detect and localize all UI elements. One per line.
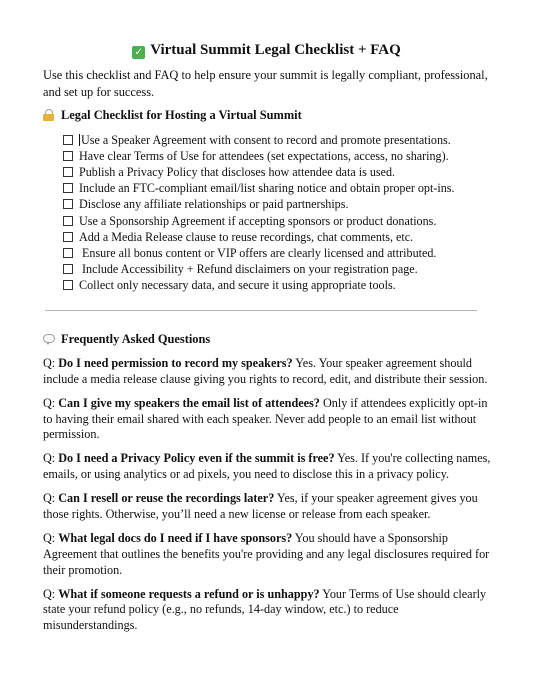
- checklist-item[interactable]: [63, 148, 455, 164]
- checklist-heading: [43, 107, 302, 123]
- checkbox[interactable]: [63, 248, 73, 258]
- q-prefix: Q:: [43, 530, 59, 545]
- checklist-heading-text: Legal Checklist for Hosting a Virtual Summit: [61, 108, 302, 122]
- faq-question: Can I give my speakers the email list of attendees?: [58, 395, 320, 410]
- checklist-item-label: Add a Media Release clause to reuse recordings, chat comments, etc.: [79, 229, 414, 244]
- checkbox[interactable]: [63, 280, 73, 290]
- q-prefix: Q:: [43, 586, 59, 601]
- checkbox[interactable]: [63, 151, 73, 161]
- checklist-item[interactable]: [63, 245, 455, 261]
- checklist-item-label: Include Accessibility + Refund disclaimers on your registration page.: [79, 261, 418, 276]
- lock-icon: [43, 109, 55, 121]
- q-prefix: Q:: [43, 491, 59, 506]
- checklist-item-label: Include an FTC-compliant email/list sharing notice and obtain proper opt-ins.: [79, 181, 455, 196]
- checklist-item[interactable]: [63, 229, 455, 245]
- checkbox[interactable]: [63, 264, 73, 274]
- checklist-item[interactable]: [63, 277, 455, 293]
- faq-answer: Yes, if your speaker agreement gives you those rights. Otherwise, you’ll need a new license or release from each speaker.: [43, 491, 478, 521]
- intro-paragraph: Use this checklist and FAQ to help ensure your summit is legally compliant, professional, and set up for success.: [43, 68, 488, 99]
- faq-answer: You should have a Sponsorship Agreement that outlines the benefits you're providing and any legal disclosures required for their promotion.: [43, 530, 490, 577]
- checklist-item-label: Publish a Privacy Policy that discloses how attendee data is used.: [79, 165, 396, 180]
- checklist-item[interactable]: [63, 132, 455, 148]
- checklist-item-label: Collect only necessary data, and secure it using appropriate tools.: [79, 277, 396, 292]
- faq-item: [43, 396, 493, 443]
- checklist-item-label: Use a Speaker Agreement with consent to record and promote presentations.: [81, 133, 451, 148]
- faq-question: What if someone requests a refund or is unhappy?: [58, 586, 320, 601]
- q-prefix: Q:: [43, 451, 59, 466]
- checkbox[interactable]: [63, 183, 73, 193]
- faq-item: [43, 531, 493, 578]
- faq-item: [43, 587, 493, 634]
- faq-heading-text: Frequently Asked Questions: [61, 332, 211, 346]
- text-cursor: [79, 134, 80, 146]
- faq-answer: Your Terms of Use should clearly state your refund policy (e.g., no refunds, 14-day window, etc.) to reduce misunderstandings.: [43, 586, 487, 633]
- checklist-item[interactable]: [63, 196, 455, 212]
- document-title: [0, 40, 533, 60]
- checklist-item[interactable]: [63, 212, 455, 228]
- faq-question: What legal docs do I need if I have sponsors?: [58, 530, 293, 545]
- faq-question: Do I need a Privacy Policy even if the summit is free?: [58, 451, 335, 466]
- faq-item: [43, 451, 493, 483]
- checklist-item[interactable]: [63, 261, 455, 277]
- faq-item: [43, 356, 493, 388]
- q-prefix: Q:: [43, 356, 59, 370]
- faq-item: [43, 491, 493, 523]
- legal-checklist: [63, 132, 455, 293]
- checklist-item-label: Use a Sponsorship Agreement if accepting sponsors or product donations.: [79, 213, 437, 228]
- faq-list: [43, 356, 493, 642]
- checkbox[interactable]: [63, 199, 73, 209]
- faq-answer: Yes. Your speaker agreement should include a media release clause giving you rights to record, edit, and distribute their session.: [43, 356, 488, 386]
- faq-question: Can I resell or reuse the recordings later?: [58, 491, 275, 506]
- q-prefix: Q:: [43, 395, 59, 410]
- checklist-item[interactable]: [63, 164, 455, 180]
- faq-answer: Only if attendees explicitly opt-in to having their email shared with each speaker. Never add people to an email list without permission.: [43, 395, 488, 442]
- checklist-item-label: Ensure all bonus content or VIP offers are clearly licensed and attributed.: [79, 245, 437, 260]
- checkbox[interactable]: [63, 232, 73, 242]
- checklist-item[interactable]: [63, 180, 455, 196]
- checkbox[interactable]: [63, 216, 73, 226]
- title-text: Virtual Summit Legal Checklist + FAQ: [150, 42, 401, 58]
- check-mark-icon: ✓: [132, 46, 145, 59]
- faq-question: Do I need permission to record my speakers?: [58, 356, 293, 370]
- checkbox[interactable]: [63, 135, 73, 145]
- checkbox[interactable]: [63, 167, 73, 177]
- section-divider: [45, 310, 477, 311]
- speech-bubble-icon: [43, 334, 54, 344]
- faq-answer: Yes. If you're collecting names, emails, or using analytics or ad pixels, you need to disclose this in a privacy policy.: [43, 451, 491, 482]
- checklist-item-label: Disclose any affiliate relationships or paid partnerships.: [79, 197, 349, 212]
- checklist-item-label: Have clear Terms of Use for attendees (set expectations, access, no sharing).: [79, 149, 449, 164]
- faq-heading: [43, 331, 210, 347]
